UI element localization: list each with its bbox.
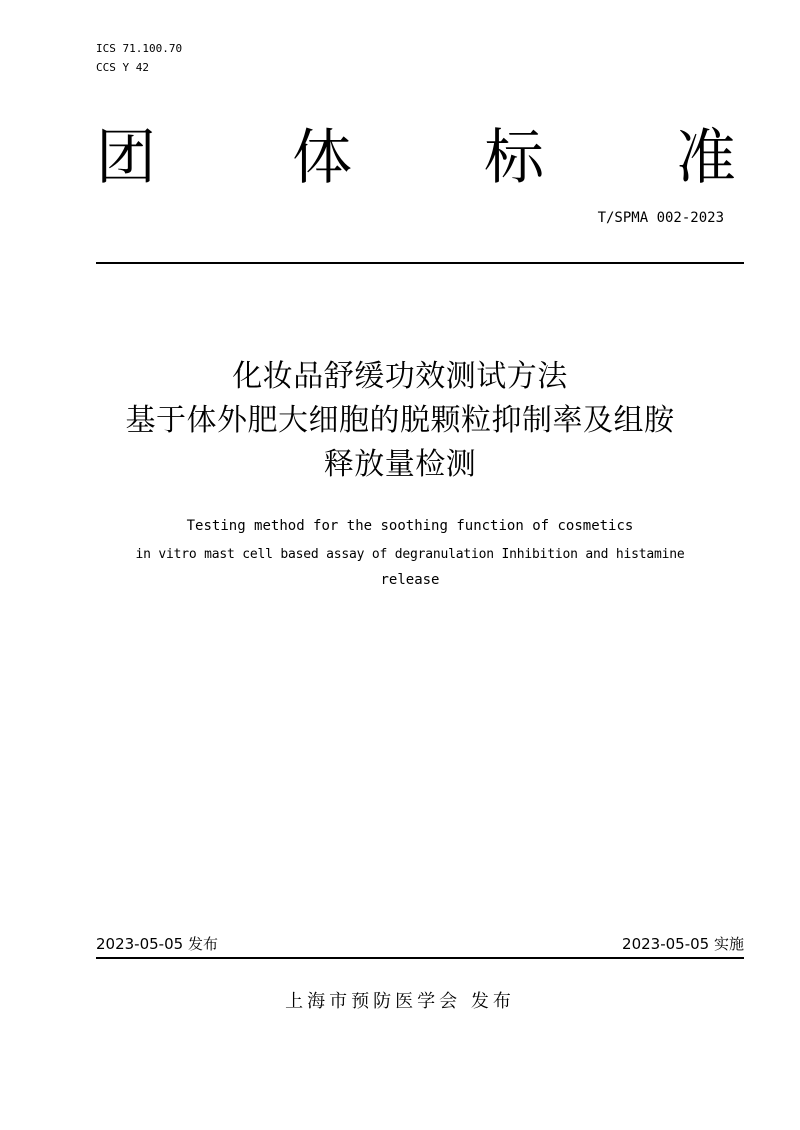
implementation-date: 2023-05-05 实施 [622, 935, 744, 953]
publisher: 上海市预防医学会 发布 [285, 991, 515, 1012]
title-en-line-1: Testing method for the soothing function of cosmetics [186, 518, 634, 534]
ics-code: ICS 71.100.70 [96, 42, 183, 55]
standard-type-char-2: 体 [292, 123, 352, 193]
issue-date: 2023-05-05 发布 [96, 935, 218, 953]
title-cn-line-3: 释放量检测 [323, 447, 477, 482]
title-cn-line-2: 基于体外肥大细胞的脱颗粒抑制率及组胺 [125, 403, 675, 438]
standard-type-char-4: 准 [676, 123, 736, 193]
title-en-line-2: in vitro mast cell based assay of degranulation Inhibition and histamine [135, 547, 685, 562]
standard-type-char-1: 团 [96, 123, 156, 193]
title-en-line-3: release [380, 572, 440, 588]
title-cn-line-1: 化妆品舒缓功效测试方法 [232, 359, 568, 394]
standard-number: T/SPMA 002-2023 [597, 210, 724, 226]
top-divider [96, 262, 744, 264]
ccs-code: CCS Y 42 [96, 61, 149, 74]
bottom-divider [96, 957, 744, 959]
standard-type-char-3: 标 [484, 123, 544, 193]
